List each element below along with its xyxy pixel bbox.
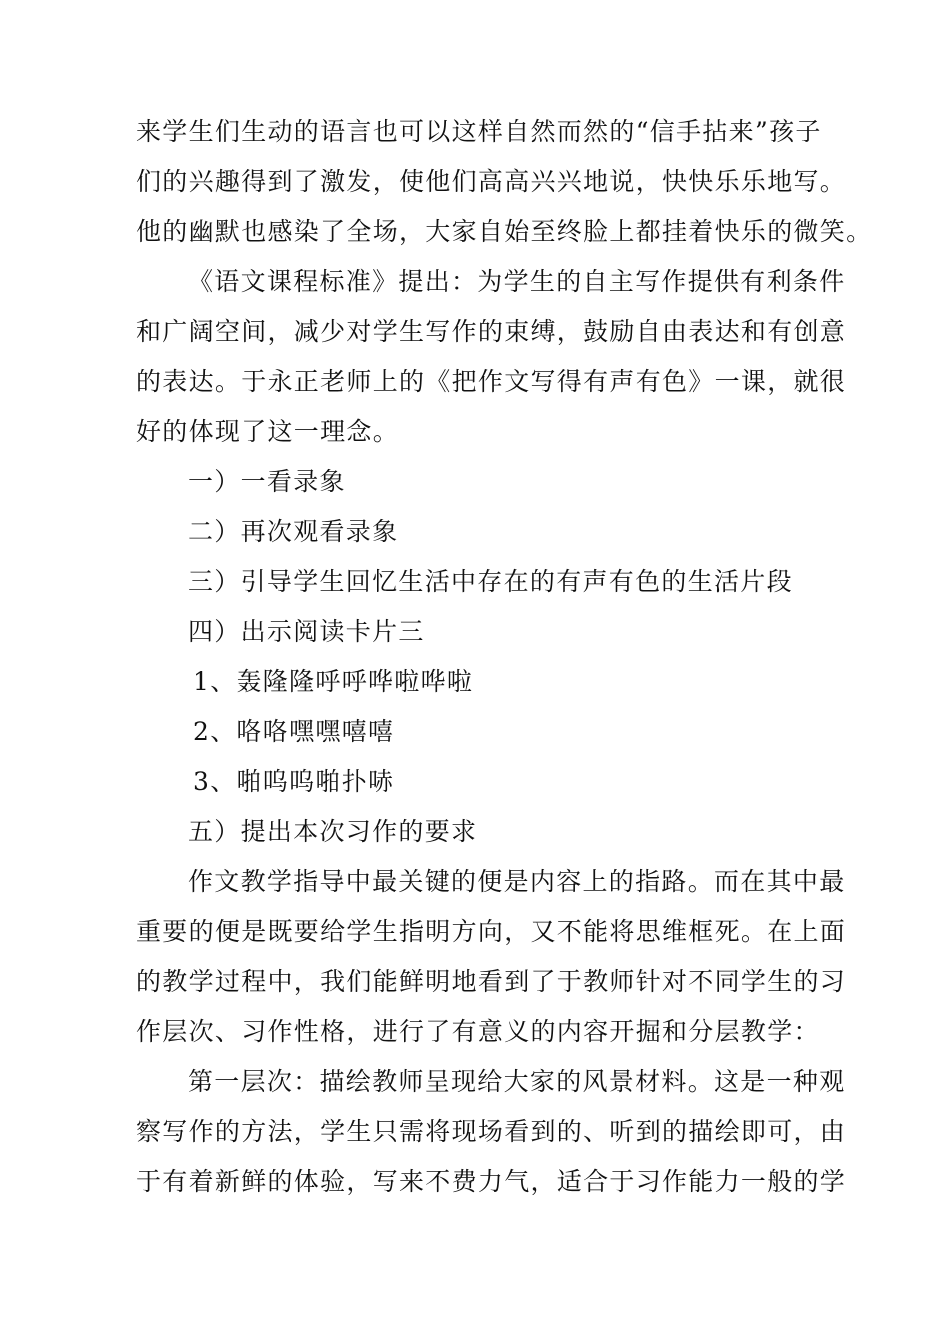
text-line: 《语文课程标准》提出：为学生的自主写作提供有利条件	[188, 267, 846, 296]
list-item: 二）再次观看录象	[188, 517, 399, 546]
text-line: 们的兴趣得到了激发，使他们高高兴兴地说，快快乐乐地写。	[136, 167, 847, 196]
text-line: 好的体现了这一理念。	[136, 417, 400, 446]
text-line: 于有着新鲜的体验，写来不费力气，适合于习作能力一般的学	[136, 1167, 847, 1196]
text-line: 的教学过程中，我们能鲜明地看到了于教师针对不同学生的习	[136, 967, 847, 996]
list-item: 1、轰隆隆呼呼哗啦哗啦	[193, 667, 474, 696]
list-item: 3、啪呜呜啪扑哧	[193, 767, 395, 796]
text-line: 作层次、习作性格，进行了有意义的内容开掘和分层教学：	[136, 1017, 820, 1046]
text-line: 重要的便是既要给学生指明方向，又不能将思维框死。在上面	[136, 917, 847, 946]
text-line: 来学生们生动的语言也可以这样自然而然的“信手拈来”孩子	[136, 117, 822, 146]
list-item: 四）出示阅读卡片三	[188, 617, 425, 646]
text-line: 他的幽默也感染了全场，大家自始至终脸上都挂着快乐的微笑。	[136, 217, 873, 246]
list-item: 五）提出本次习作的要求	[188, 817, 478, 846]
list-item: 一）一看录象	[188, 467, 346, 496]
list-item: 2、咯咯嘿嘿嘻嘻	[193, 717, 395, 746]
list-item: 三）引导学生回忆生活中存在的有声有色的生活片段	[188, 567, 793, 596]
text-line: 的表达。于永正老师上的《把作文写得有声有色》一课，就很	[136, 367, 847, 396]
text-line: 和广阔空间，减少对学生写作的束缚，鼓励自由表达和有创意	[136, 317, 847, 346]
text-line: 第一层次：描绘教师呈现给大家的风景材料。这是一种观	[188, 1067, 846, 1096]
text-line: 察写作的方法，学生只需将现场看到的、听到的描绘即可，由	[136, 1117, 847, 1146]
text-line: 作文教学指导中最关键的便是内容上的指路。而在其中最	[188, 867, 846, 896]
